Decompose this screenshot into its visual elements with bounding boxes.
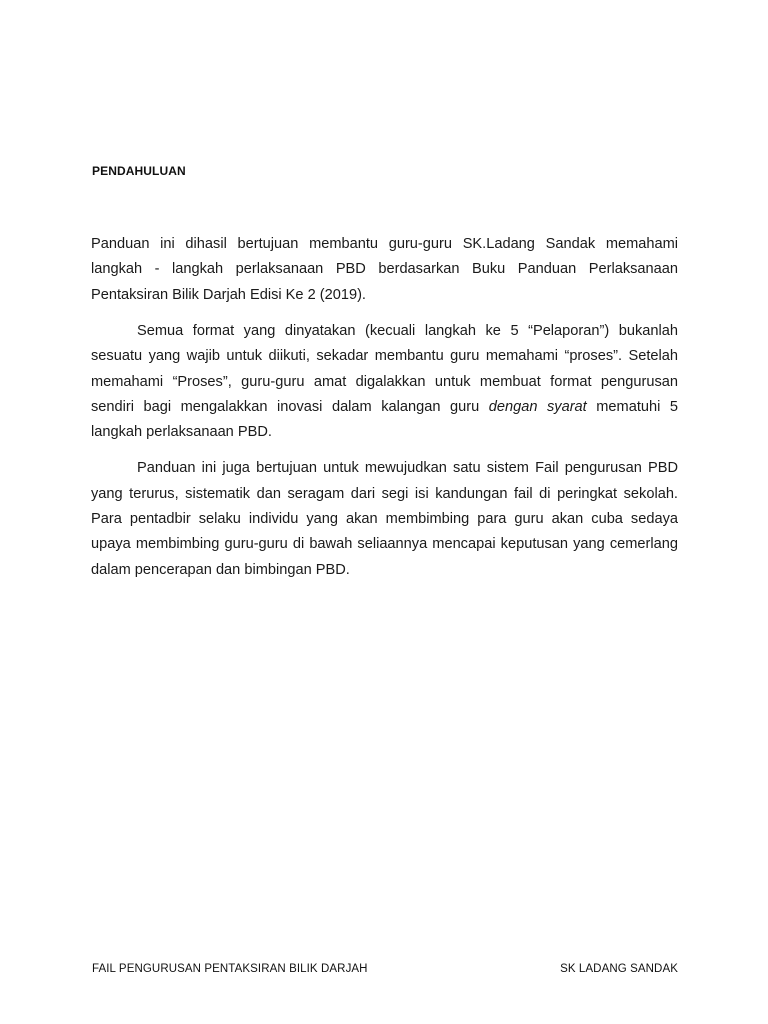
footer-right: SK LADANG SANDAK — [560, 963, 678, 975]
footer-left: FAIL PENGURUSAN PENTAKSIRAN BILIK DARJAH — [92, 963, 368, 975]
section-heading: PENDAHULUAN — [92, 164, 186, 178]
paragraph-2-text-a: Semua format yang dinyatakan (kecuali langkah ke 5 “Pelaporan”) bukanlah sesuatu yang wajib untuk diikuti, sekadar membantu guru memahami “proses”. Setelah memahami “Proses”, guru-guru amat digalakkan untuk membuat format pengurusan sendiri bagi mengalakkan inovasi dalam kalangan guru — [91, 322, 678, 415]
paragraph-2-text-b: mematuhi 5 langkah perlaksanaan PBD. — [91, 398, 678, 441]
paragraph-2 — [91, 319, 678, 446]
paragraph-1: Panduan ini dihasil bertujuan membantu guru-guru SK.Ladang Sandak memahami langkah - langkah perlaksanaan PBD berdasarkan Buku Panduan Perlaksanaan Pentaksiran Bilik Darjah Edisi Ke 2 (2019). — [91, 236, 678, 303]
paragraph-2-italic: dengan syarat — [488, 398, 587, 415]
paragraph-3: Panduan ini juga bertujuan untuk mewujudkan satu sistem Fail pengurusan PBD yang terurus, sistematik dan seragam dari segi isi kandungan fail di peringkat sekolah. Para pentadbir selaku individu yang akan membimbing para guru akan cuba sedaya upaya membimbing guru-guru di bawah seliaannya mencapai keputusan yang cemerlang dalam pencerapan dan bimbingan PBD. — [91, 460, 678, 578]
body-text — [91, 232, 678, 594]
